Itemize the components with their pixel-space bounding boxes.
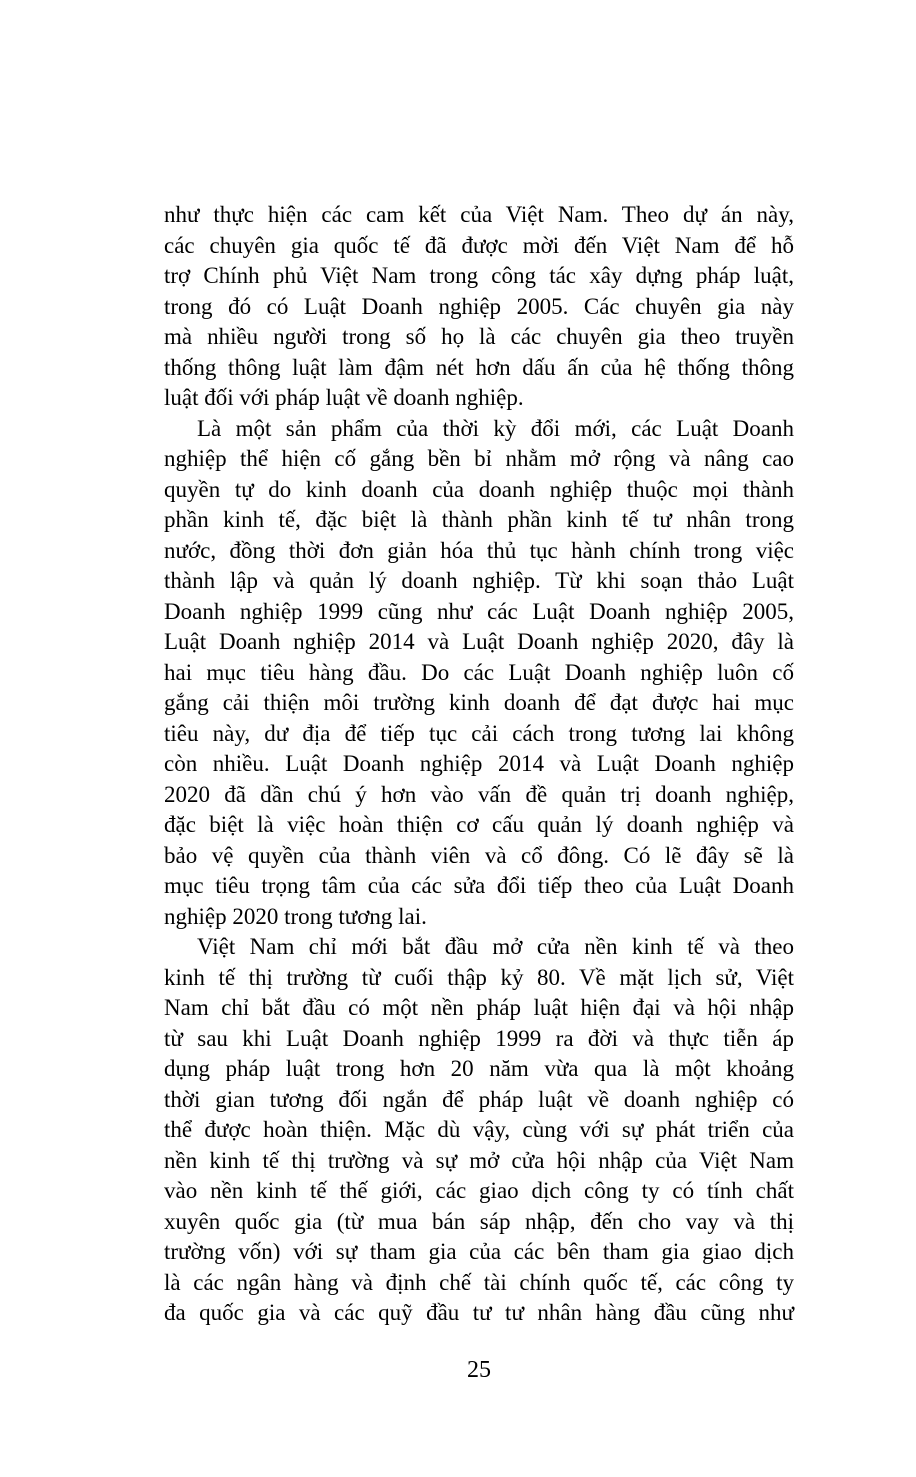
text-line: đặc biệt là việc hoàn thiện cơ cấu quản lý doanh nghiệp và (164, 812, 794, 837)
text-line: vào nền kinh tế thế giới, các giao dịch công ty có tính chất (164, 1178, 794, 1203)
text-line: thành lập và quản lý doanh nghiệp. Từ khi soạn thảo Luật (164, 568, 794, 593)
text-line: đa quốc gia và các quỹ đầu tư tư nhân hàng đầu cũng như (164, 1300, 794, 1325)
paragraph (164, 200, 794, 414)
text-line: Là một sản phẩm của thời kỳ đổi mới, các Luật Doanh (197, 415, 794, 441)
text-line: 2020 đã dần chú ý hơn vào vấn đề quản trị doanh nghiệp, (164, 781, 794, 807)
text-line: bảo vệ quyền của thành viên và cổ đông. Có lẽ đây sẽ là (164, 842, 794, 868)
text-line: phần kinh tế, đặc biệt là thành phần kinh tế tư nhân trong (164, 507, 794, 532)
text-line: dụng pháp luật trong hơn 20 năm vừa qua là một khoảng (164, 1056, 794, 1081)
paragraph (164, 932, 794, 1329)
page-body-text (164, 200, 794, 1329)
text-line: tiêu này, dư địa để tiếp tục cải cách trong tương lai không (164, 720, 794, 746)
text-line: trường vốn) với sự tham gia của các bên tham gia giao dịch (164, 1239, 794, 1264)
text-line: thời gian tương đối ngắn để pháp luật về doanh nghiệp có (164, 1086, 794, 1112)
text-line: kinh tế thị trường từ cuối thập kỷ 80. Về mặt lịch sử, Việt (164, 964, 794, 990)
page-number: 25 (467, 1357, 491, 1383)
text-line: nước, đồng thời đơn giản hóa thủ tục hành chính trong việc (164, 537, 794, 563)
text-line: thể được hoàn thiện. Mặc dù vậy, cùng với sự phát triển của (164, 1117, 794, 1142)
text-line: Việt Nam chỉ mới bắt đầu mở cửa nền kinh tế và theo (197, 934, 794, 959)
text-line: Nam chỉ bắt đầu có một nền pháp luật hiện đại và hội nhập (164, 995, 794, 1020)
text-line: nghiệp thể hiện cố gắng bền bỉ nhằm mở rộng và nâng cao (164, 446, 794, 471)
text-line: mà nhiều người trong số họ là các chuyên gia theo truyền (164, 324, 794, 349)
text-line: các chuyên gia quốc tế đã được mời đến Việt Nam để hỗ (164, 232, 794, 258)
text-line: xuyên quốc gia (từ mua bán sáp nhập, đến cho vay và thị (164, 1208, 794, 1234)
text-line: thống thông luật làm đậm nét hơn dấu ấn của hệ thống thông (164, 354, 794, 380)
text-line: nghiệp 2020 trong tương lai. (164, 903, 427, 929)
text-line: còn nhiều. Luật Doanh nghiệp 2014 và Luật Doanh nghiệp (164, 751, 794, 776)
text-line: quyền tự do kinh doanh của doanh nghiệp thuộc mọi thành (164, 476, 794, 502)
text-line: luật đối với pháp luật về doanh nghiệp. (164, 385, 524, 410)
text-line: gắng cải thiện môi trường kinh doanh để đạt được hai mục (164, 690, 794, 715)
text-line: Luật Doanh nghiệp 2014 và Luật Doanh nghiệp 2020, đây là (164, 629, 794, 654)
text-line: hai mục tiêu hàng đầu. Do các Luật Doanh nghiệp luôn cố (164, 659, 794, 685)
text-line: trợ Chính phủ Việt Nam trong công tác xây dựng pháp luật, (164, 263, 794, 288)
text-line: là các ngân hàng và định chế tài chính quốc tế, các công ty (164, 1269, 794, 1295)
text-line: mục tiêu trọng tâm của các sửa đổi tiếp theo của Luật Doanh (164, 873, 794, 898)
paragraph (164, 414, 794, 933)
text-line: từ sau khi Luật Doanh nghiệp 1999 ra đời và thực tiễn áp (164, 1025, 794, 1051)
text-line: Doanh nghiệp 1999 cũng như các Luật Doanh nghiệp 2005, (164, 598, 794, 624)
text-line: trong đó có Luật Doanh nghiệp 2005. Các chuyên gia này (164, 293, 794, 319)
text-line: như thực hiện các cam kết của Việt Nam. Theo dự án này, (164, 202, 794, 227)
text-line: nền kinh tế thị trường và sự mở cửa hội nhập của Việt Nam (164, 1147, 794, 1173)
